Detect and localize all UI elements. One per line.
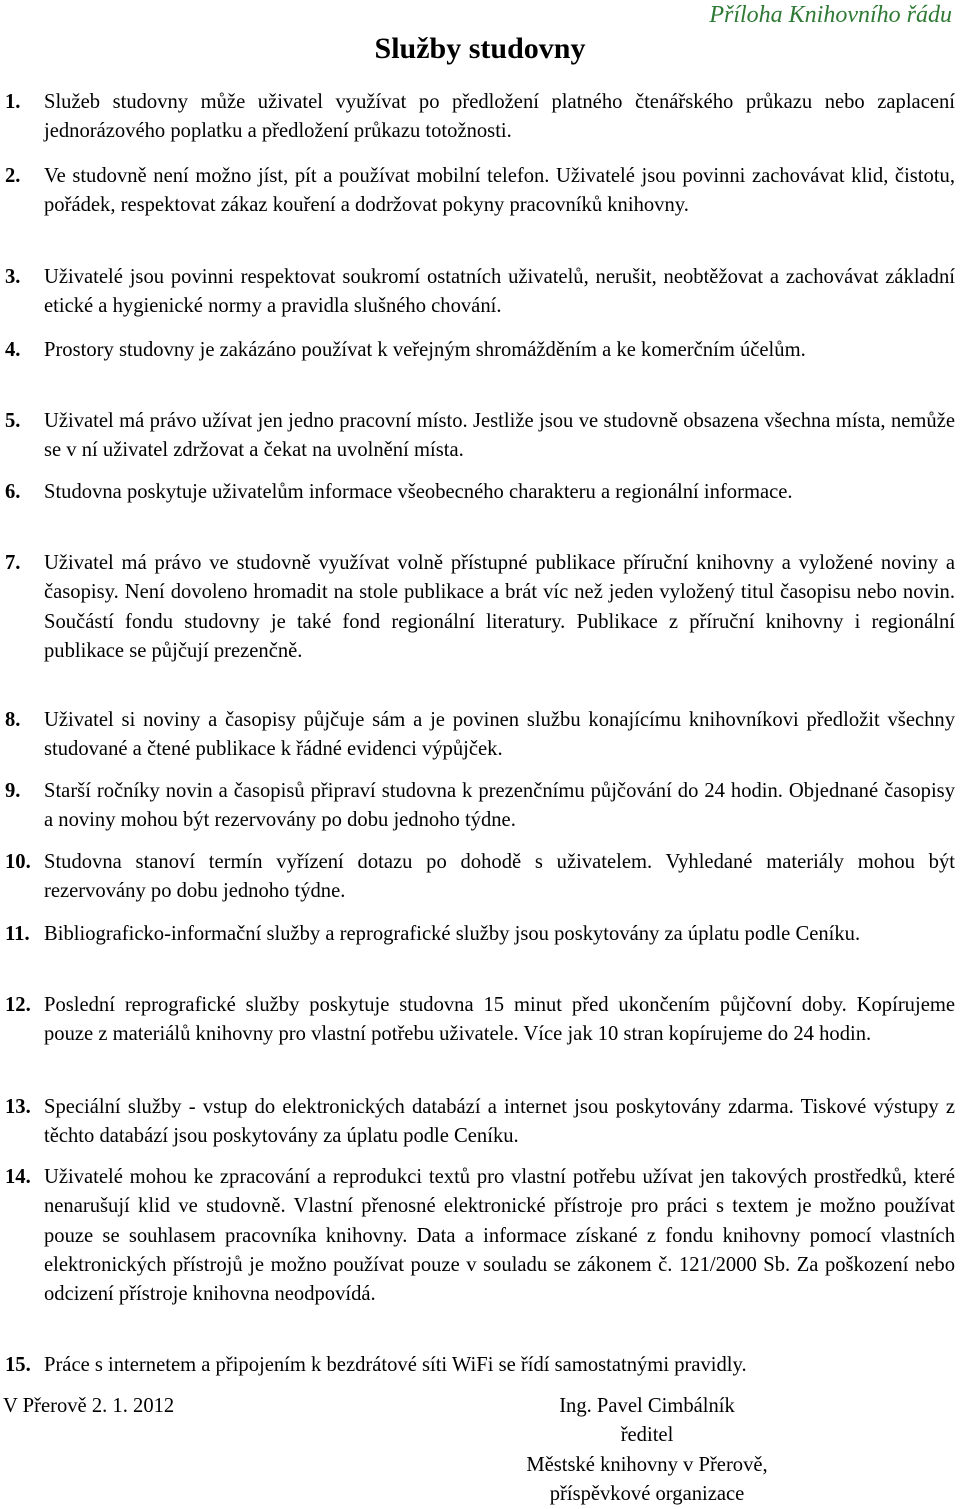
appendix-label: Příloha Knihovního řádu [709,2,952,28]
signatory-organization: příspěvkové organizace [549,1482,745,1505]
rule-text: Práce s internetem a připojením k bezdrátové síti WiFi se řídí samostatnými pravidly. [44,1354,747,1376]
rule-text: Uživatel má právo užívat jen jedno pracovní místo. Jestliže jsou ve studovně obsazena všechna místa, nemůže se v ní uživatel zdržovat a čekat na uvolnění místa. [44,410,955,462]
rule-item [0,1163,955,1309]
rule-text: Starší ročníky novin a časopisů připraví studovna k prezenčnímu půjčování do 24 hodin. Objednané časopisy a noviny mohou být rezervovány po dobu jednoho týdne. [44,780,955,832]
signatory-role: ředitel [620,1424,674,1447]
rule-number: 12. [5,994,31,1016]
rule-item [0,777,955,836]
rule-text: Služeb studovny může uživatel využívat po předložení platného čtenářského průkazu nebo zaplacení jednorázového poplatku a předložení průkazu totožnosti. [44,91,955,143]
rule-item [0,706,955,765]
rule-item [0,263,955,322]
rule-text: Poslední reprografické služby poskytuje studovna 15 minut před ukončením půjčovní doby. Kopírujeme pouze z materiálů knihovny pro vlastní potřebu uživatele. Více jak 10 stran kopírujeme do 24 hodin. [44,994,955,1046]
rule-item [0,848,955,907]
rule-text: Ve studovně není možno jíst, pít a používat mobilní telefon. Uživatelé jsou povinni zachovávat klid, čistotu, pořádek, respektovat zákaz kouření a dodržovat pokyny pracovníků knihovny. [44,165,955,217]
rule-number: 13. [5,1096,31,1118]
rule-number: 8. [5,709,21,731]
rule-text: Speciální služby - vstup do elektronických databází a internet jsou poskytovány zdarma. Tiskové výstupy z těchto databází jsou poskytovány za úplatu podle Ceníku. [44,1096,955,1148]
rule-number: 3. [5,266,21,288]
rule-text: Uživatelé jsou povinni respektovat soukromí ostatních uživatelů, nerušit, neobtěžovat a zachovávat základní etické a hygienické normy a pravidla slušného chování. [44,266,955,318]
rule-text: Studovna poskytuje uživatelům informace všeobecného charakteru a regionální informace. [44,481,793,503]
rule-text: Uživatelé mohou ke zpracování a reprodukci textů pro vlastní potřebu užívat jen takových prostředků, které nenarušují klid ve studovně. Vlastní přenosné elektronické přístroje pro práci s textem je možno používat pouze se souhlasem pracovníka knihovny. Data a informace získané z fondu knihovny pomocí vlastních elektronických přístrojů je možno používat pouze v souladu se zákonem č. 121/2000 Sb. Za poškození nebo odcizení přístroje knihovna neodpovídá. [44,1166,955,1306]
rule-number: 14. [5,1166,31,1188]
signatory-name: Ing. Pavel Cimbálník [559,1395,735,1417]
rule-item [0,336,955,365]
rule-text: Bibliograficko-informační služby a reprografické služby jsou poskytovány za úplatu podle Ceníku. [44,923,861,945]
rule-number: 1. [5,91,21,113]
rule-item [0,549,955,666]
rule-number: 4. [5,339,21,361]
signatory-organization: Městské knihovny v Přerově, [526,1453,768,1476]
rule-number: 6. [5,481,21,503]
rule-item [0,162,955,221]
rule-text: Uživatel si noviny a časopisy půjčuje sám a je povinen službu konajícímu knihovníkovi předložit všechny studované a čtené publikace k řádné evidenci výpůjček. [44,709,955,761]
rule-item [0,920,955,949]
rule-number: 7. [5,552,21,574]
rule-number: 11. [5,923,30,945]
place-date: V Přerově 2. 1. 2012 [3,1395,175,1417]
rule-number: 9. [5,780,21,802]
rule-item [0,478,955,507]
rule-number: 15. [5,1354,31,1376]
rule-item [0,1351,955,1380]
rule-number: 10. [5,851,31,873]
rule-number: 2. [5,165,21,187]
rule-item [0,407,955,466]
rule-text: Studovna stanoví termín vyřízení dotazu po dohodě s uživatelem. Vyhledané materiály mohou být rezervovány po dobu jednoho týdne. [44,851,955,903]
rule-item [0,88,955,147]
rule-text: Prostory studovny je zakázáno používat k veřejným shromážděním a ke komerčním účelům. [44,339,806,361]
rule-item [0,991,955,1050]
page-title: Služby studovny [374,32,586,65]
rule-text: Uživatel má právo ve studovně využívat volně přístupné publikace příruční knihovny a vyložené noviny a časopisy. Není dovoleno hromadit na stole publikace a brát víc než jeden vyložený titul časopisu nebo novin. Součástí fondu studovny je také fond regionální literatury. Publikace z příruční knihovny i regionální publikace se půjčují prezenčně. [44,552,955,662]
rule-number: 5. [5,410,21,432]
signature-block [496,1392,798,1509]
rule-item [0,1093,955,1152]
